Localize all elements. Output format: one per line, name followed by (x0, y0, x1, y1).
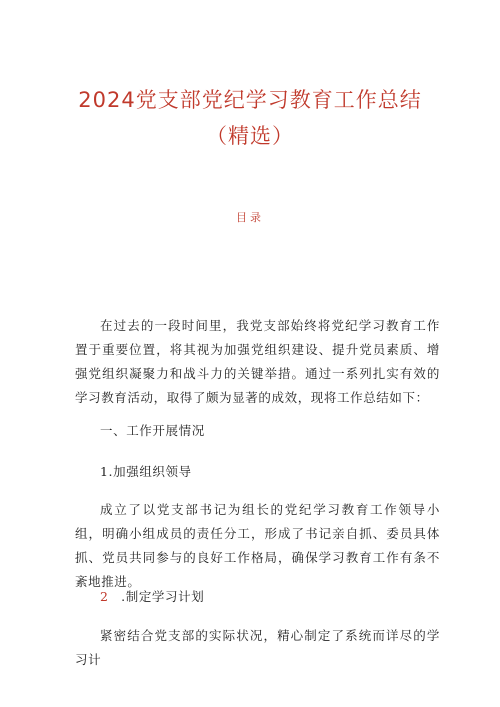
document-subtitle: （精选） (206, 124, 294, 148)
body-paragraph: 紧密结合党支部的实际状况，精心制定了系统而详尽的学习计 (75, 628, 440, 667)
document-title: 2024党支部党纪学习教育工作总结 (78, 88, 422, 112)
body-paragraph: 成立了以党支部书记为组长的党纪学习教育工作领导小组，明确小组成员的责任分工，形成了书记亲自抓、委员具体抓、党员共同参与的良好工作格局，确保学习教育工作有条不紊地推进。 (75, 502, 440, 589)
section-heading: 一、工作开展情况 (100, 423, 205, 438)
subsection-heading (100, 587, 204, 605)
intro-paragraph: 在过去的一段时间里，我党支部始终将党纪学习教育工作置于重要位置，将其视为加强党组织建设、提升党员素质、增强党组织凝聚力和战斗力的关键举措。通过一系列扎实有效的学习教育活动，取得了颇为显著的成效，现将工作总结如下： (75, 318, 440, 405)
subsection-label: .制定学习计划 (121, 589, 205, 604)
toc-label: 目录 (236, 211, 264, 224)
subsection-number: 2 (100, 589, 109, 604)
subsection-heading: 1.加强组织领导 (100, 464, 192, 479)
